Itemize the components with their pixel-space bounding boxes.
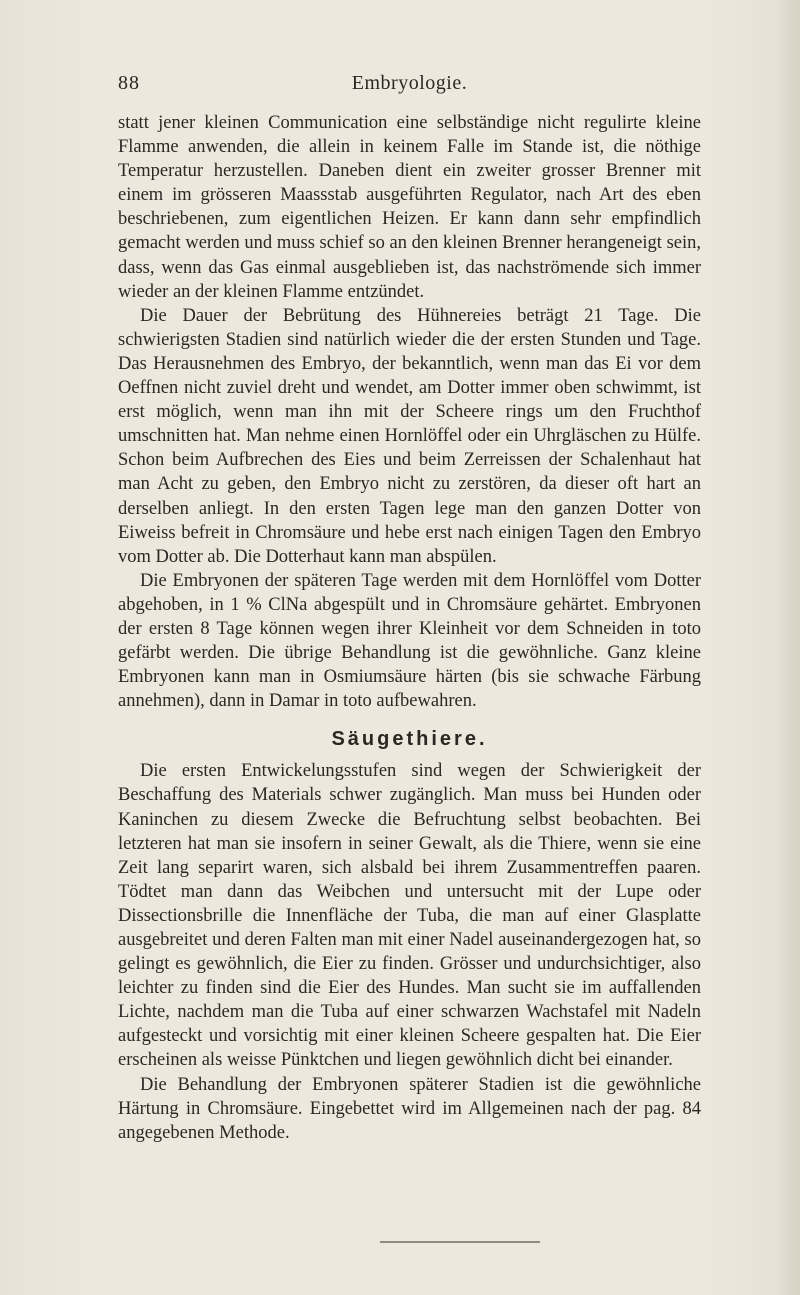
page-number: 88 [118,72,140,94]
running-title: Embryologie. [351,72,468,94]
bottom-rule [380,1241,540,1243]
body-text [118,111,701,1145]
paragraph-later-embryos: Die Embryonen der späteren Tage werden mit dem Hornlöffel vom Dotter abgehoben, in 1 % ClNa abgespült und in Chromsäure gehärtet. Embryonen der ersten 8 Tage können wegen ihrer Kleinheit vor dem Schneiden in toto gefärbt werden. Die übrige Behandlung ist die gewöhnliche. Ganz kleine Embryonen kann man in Osmiumsäure härten (bis sie schwache Färbung annehmen), dann in Damar in toto aufbewahren. [118,570,701,712]
paragraph-heating-regulator: statt jener kleinen Communication eine selbständige nicht regulirte kleine Flamme anwenden, die allein in keinem Falle im Stande ist, die nöthige Temperatur herzustellen. Daneben dient ein zweiter grosser Brenner mit einem im grösseren Maassstab ausgeführten Regulator, nach Art des eben beschriebenen, zum eigentlichen Heizen. Er kann dann sehr empfindlich gemacht werden und muss schief so an den kleinen Brenner herangeneigt sein, dass, wenn das Gas einmal ausgeblieben ist, das nachströmende sich immer wieder an der kleinen Flamme entzündet. [118,113,701,302]
page-edge-shadow [776,0,800,1295]
section-heading: Säugethiere. [331,728,488,751]
paragraph-treatment: Die Behandlung der Embryonen späterer Stadien ist die gewöhnliche Härtung in Chromsäure. Eingebettet wird im Allgemeinen nach der pag. 84 angegebenen Methode. [118,1074,701,1143]
paragraph-incubation: Die Dauer der Bebrütung des Hühnereies beträgt 21 Tage. Die schwierigsten Stadien sind natürlich wieder die der ersten Stunden und Tage. Das Herausnehmen des Embryo, der bekanntlich, wenn man das Ei vor dem Oeffnen nicht zuviel dreht und wendet, am Dotter immer oben schwimmt, ist erst möglich, wenn man ihn mit der Scheere rings um den Fruchthof umschnitten hat. Man nehme einen Hornlöffel oder ein Uhrgläschen zu Hülfe. Schon beim Aufbrechen des Eies und beim Zerreissen der Schalenhaut hat man Acht zu geben, den Embryo nicht zu zerstören, da dieser oft hart an derselben anliegt. In den ersten Tagen lege man den ganzen Dotter von Eiweiss befreit in Chromsäure und hebe erst nach einigen Tagen den Embryo vom Dotter ab. Die Dotterhaut kann man abspülen. [118,305,701,567]
page-header [118,72,701,102]
paragraph-mammals: Die ersten Entwickelungsstufen sind wegen der Schwierigkeit der Beschaffung des Materials schwer zugänglich. Man muss bei Hunden oder Kaninchen zu diesem Zwecke die Befruchtung selbst beobachten. Bei letzteren hat man sie insofern in seiner Gewalt, als die Thiere, wenn sie eine Zeit lang separirt waren, sich alsbald bei ihrem Zusammentreffen paaren. Tödtet man dann das Weibchen und untersucht mit der Lupe oder Dissectionsbrille die Innenfläche der Tuba, die man auf einer Glasplatte ausgebreitet und deren Falten man mit einer Nadel auseinandergezogen hat, so gelingt es gewöhnlich, die Eier zu finden. Grösser und undurchsichtiger, also leichter zu finden sind die Eier des Hundes. Man sucht sie im auffallenden Lichte, nachdem man die Tuba auf einer schwarzen Wachstafel mit Nadeln aufgesteckt und vorsichtig mit einer kleinen Scheere gespalten hat. Die Eier erscheinen als weisse Pünktchen und liegen gewöhnlich dicht bei einander. [118,761,701,1071]
